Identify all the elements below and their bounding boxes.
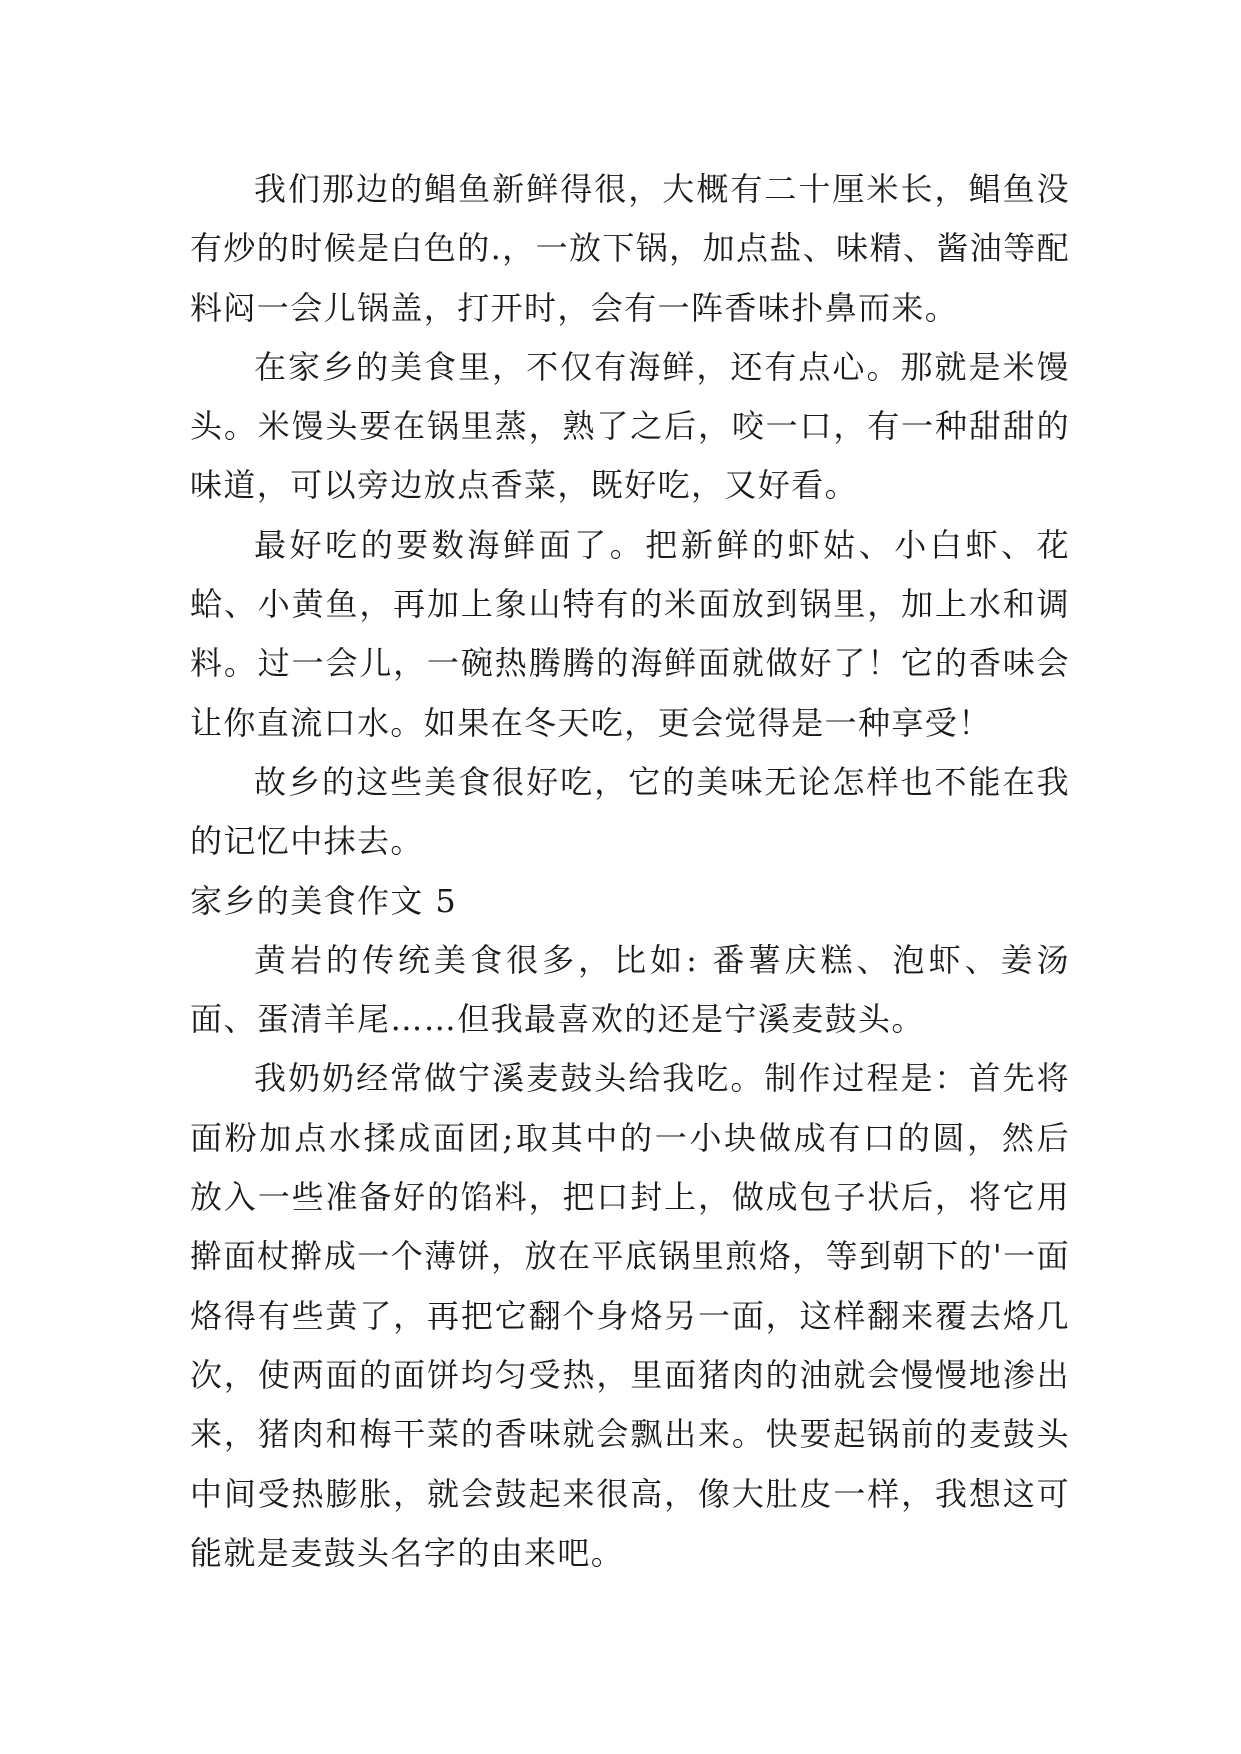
- paragraph-maigutou-recipe: 我奶奶经常做宁溪麦鼓头给我吃。制作过程是：首先将面粉加点水揉成面团;取其中的一小块做成有口的圆，然后放入一些准备好的馅料，把口封上，做成包子状后，将它用擀面杖擀成一个薄饼，放在平底锅里煎烙，等到朝下的'一面烙得有些黄了，再把它翻个身烙另一面，这样翻来覆去烙几次，使两面的面饼均匀受热，里面猪肉的油就会慢慢地渗出来，猪肉和梅干菜的香味就会飘出来。快要起锅前的麦鼓头中间受热膨胀，就会鼓起来很高，像大肚皮一样，我想这可能就是麦鼓头名字的由来吧。: [190, 1059, 1070, 1572]
- section-heading: 家乡的美食作文 5: [190, 881, 458, 920]
- paragraph-huangyan-food: 黄岩的传统美食很多，比如: 番薯庆糕、泡虾、姜汤面、蛋清羊尾……但我最喜欢的还是宁溪麦鼓头。: [190, 940, 1070, 1039]
- document-body: [190, 160, 1070, 1583]
- paragraph-seafood-noodles: 最好吃的要数海鲜面了。把新鲜的虾姑、小白虾、花蛤、小黄鱼，再加上象山特有的米面放到锅里，加上水和调料。过一会儿，一碗热腾腾的海鲜面就做好了！它的香味会让你直流口水。如果在冬天吃，更会觉得是一种享受！: [190, 525, 1070, 742]
- paragraph-hometown-memory: 故乡的这些美食很好吃，它的美味无论怎样也不能在我的记忆中抹去。: [190, 762, 1070, 861]
- paragraph-rice-bun: 在家乡的美食里，不仅有海鲜，还有点心。那就是米馒头。米馒头要在锅里蒸，熟了之后，咬一口，有一种甜甜的味道，可以旁边放点香菜，既好吃，又好看。: [190, 347, 1070, 505]
- paragraph-pomfret: 我们那边的鲳鱼新鲜得很，大概有二十厘米长，鲳鱼没有炒的时候是白色的.，一放下锅，加点盐、味精、酱油等配料闷一会儿锅盖，打开时，会有一阵香味扑鼻而来。: [190, 170, 1070, 327]
